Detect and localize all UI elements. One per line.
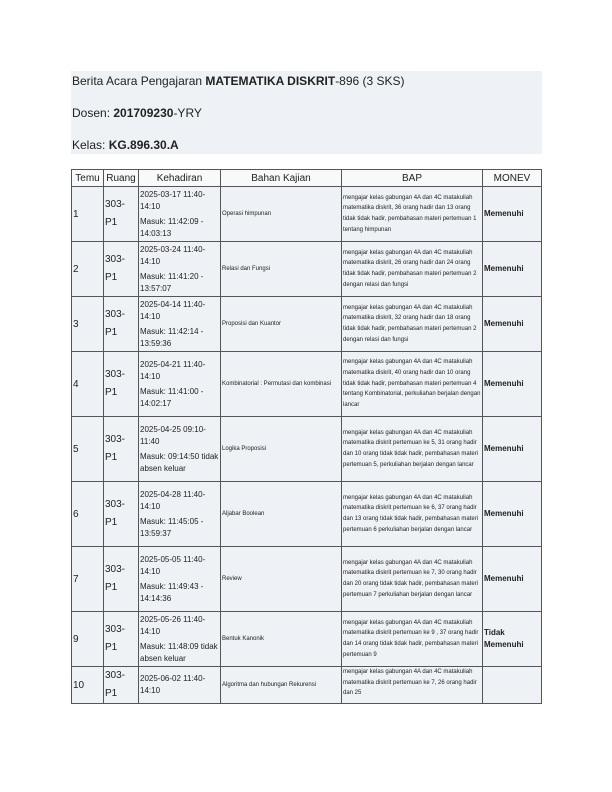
monev-cell: Memenuhi [483, 482, 542, 547]
temu-cell: 5 [72, 417, 104, 482]
ruang-cell: 303-P1 [104, 482, 139, 547]
temu-cell: 10 [72, 667, 104, 704]
kelas-line: Kelas: KG.896.30.A [72, 138, 179, 152]
monev-cell [483, 667, 542, 704]
ruang-cell: 303-P1 [104, 417, 139, 482]
bap-cell: mengajar kelas gabungan 4A dan 4C matakuliah matematika diskrit, 36 orang hadir dan 13 orang tidak tidak hadir, pembahasan materi pertemuan 1 tentang himpunan [342, 187, 483, 242]
bap-cell: mengajar kelas gabungan 4A dan 4C matakuliah matematika diskrit, 26 orang hadir dan 24 orang tidak tidak hadir, pembahasan materi pertemuan 2 dengan relasi dan fungsi [342, 242, 483, 297]
temu-cell: 9 [72, 612, 104, 667]
bahan-kajian-cell: Operasi himpunan [221, 187, 342, 242]
ruang-cell: 303-P1 [104, 242, 139, 297]
temu-cell: 1 [72, 187, 104, 242]
kehadiran-cell: 2025-03-24 11:40-14:10 Masuk: 11:41:20 - 13:57:07 [139, 242, 221, 297]
bap-cell: mengajar kelas gabungan 4A dan 4C matakuliah matematika diskrit pertemuan ke 9 , 37 orang hadir dan 14 orang tidak tidak hadir, pembahasan materi pertemuan 9 [342, 612, 483, 667]
col-bahan-kajian: Bahan Kajian [221, 170, 342, 187]
bahan-kajian-cell: Review [221, 547, 342, 612]
temu-cell: 7 [72, 547, 104, 612]
kehadiran-cell: 2025-05-26 11:40-14:10 Masuk: 11:48:09 tidak absen keluar [139, 612, 221, 667]
ruang-cell: 303-P1 [104, 297, 139, 352]
bahan-kajian-cell: Logika Proposisi [221, 417, 342, 482]
kehadiran-cell: 2025-05-05 11:40-14:10 Masuk: 11:49:43 - 14:14:36 [139, 547, 221, 612]
monev-cell: Memenuhi [483, 242, 542, 297]
dosen-line: Dosen: 201709230-YRY [72, 106, 202, 120]
col-ruang: Ruang [104, 170, 139, 187]
table-row [72, 612, 542, 667]
table-row [72, 417, 542, 482]
col-kehadiran: Kehadiran [139, 170, 221, 187]
temu-cell: 3 [72, 297, 104, 352]
bahan-kajian-cell: Kombinatorial : Permutasi dan kombinasi [221, 352, 342, 417]
bahan-kajian-cell: Algoritma dan hubungan Rekurensi [221, 667, 342, 704]
kehadiran-cell: 2025-04-14 11:40-14:10 Masuk: 11:42:14 - 13:59:36 [139, 297, 221, 352]
col-bap: BAP [342, 170, 483, 187]
bahan-kajian-cell: Proposisi dan Kuantor [221, 297, 342, 352]
table-row [72, 297, 542, 352]
temu-cell: 2 [72, 242, 104, 297]
table-header-row [72, 170, 542, 187]
monev-cell: Memenuhi [483, 417, 542, 482]
kelas-code: KG.896.30.A [108, 138, 179, 152]
bahan-kajian-cell: Aljabar Boolean [221, 482, 342, 547]
kehadiran-cell: 2025-06-02 11:40-14:10 [139, 667, 221, 704]
bahan-kajian-cell: Bentuk Kanonik [221, 612, 342, 667]
table-row [72, 352, 542, 417]
monev-cell: Memenuhi [483, 297, 542, 352]
bap-cell: mengajar kelas gabungan 4A dan 4C matakuliah matematika diskrit, 40 orang hadir dan 10 orang tidak tidak hadir, pembahasan materi pertemuan 4 tentang Kombinatorial, perkuliahan berjalan dengan lancar [342, 352, 483, 417]
temu-cell: 6 [72, 482, 104, 547]
table-row [72, 482, 542, 547]
course-name: MATEMATIKA DISKRIT [205, 74, 336, 88]
ruang-cell: 303-P1 [104, 352, 139, 417]
col-temu: Temu [72, 170, 104, 187]
dosen-id: 201709230 [113, 106, 174, 120]
ruang-cell: 303-P1 [104, 667, 139, 704]
bap-cell: mengajar kelas gabungan 4A dan 4C matakuliah matematika diskrit, 32 orang hadir dan 18 orang tidak tidak hadir, pembahasan materi pertemuan 2 dengan relasi dan fungsi [342, 297, 483, 352]
monev-cell: Memenuhi [483, 547, 542, 612]
table-row [72, 242, 542, 297]
bap-table [71, 169, 542, 704]
bap-cell: mengajar kelas gabungan 4A dan 4C matakuliah matematika diskrit pertemuan ke 5, 31 orang hadir dan 10 orang tidak tidak hadir, pembahasan materi pertemuan 5, perkuliahan berjalan dengan lancar [342, 417, 483, 482]
kehadiran-cell: 2025-04-25 09:10-11:40 Masuk: 09:14:50 tidak absen keluar [139, 417, 221, 482]
bap-cell: mengajar kelas gabungan 4A dan 4C matakuliah matematika diskrit pertemuan ke 7, 26 orang hadir dan 25 [342, 667, 483, 704]
ruang-cell: 303-P1 [104, 547, 139, 612]
ruang-cell: 303-P1 [104, 187, 139, 242]
monev-cell: Tidak Memenuhi [483, 612, 542, 667]
monev-cell: Memenuhi [483, 352, 542, 417]
temu-cell: 4 [72, 352, 104, 417]
document-title: Berita Acara Pengajaran MATEMATIKA DISKRIT-896 (3 SKS) [72, 74, 405, 88]
kehadiran-cell: 2025-03-17 11:40-14:10 Masuk: 11:42:09 - 14:03:13 [139, 187, 221, 242]
bahan-kajian-cell: Relasi dan Fungsi [221, 242, 342, 297]
bap-cell: mengajar kelas gabungan 4A dan 4C matakuliah matematika diskrit pertemuan ke 7, 30 orang hadir dan 20 orang tidak tidak hadir, pembahasan materi pertemuan 7 perkuliahan berjalan dengan lancar [342, 547, 483, 612]
kehadiran-cell: 2025-04-21 11:40-14:10 Masuk: 11:41:00 - 14:02:17 [139, 352, 221, 417]
monev-cell: Memenuhi [483, 187, 542, 242]
ruang-cell: 303-P1 [104, 612, 139, 667]
table-row [72, 667, 542, 704]
kehadiran-cell: 2025-04-28 11:40-14:10 Masuk: 11:45:05 - 13:59:37 [139, 482, 221, 547]
table-row [72, 187, 542, 242]
table-row [72, 547, 542, 612]
col-monev: MONEV [483, 170, 542, 187]
bap-cell: mengajar kelas gabungan 4A dan 4C matakuliah matematika diskrit pertemuan ke 6, 37 orang hadir dan 13 orang tidak tidak hadir, pembahasan materi pertemuan 6 perkuliahan berjalan dengan lancar [342, 482, 483, 547]
